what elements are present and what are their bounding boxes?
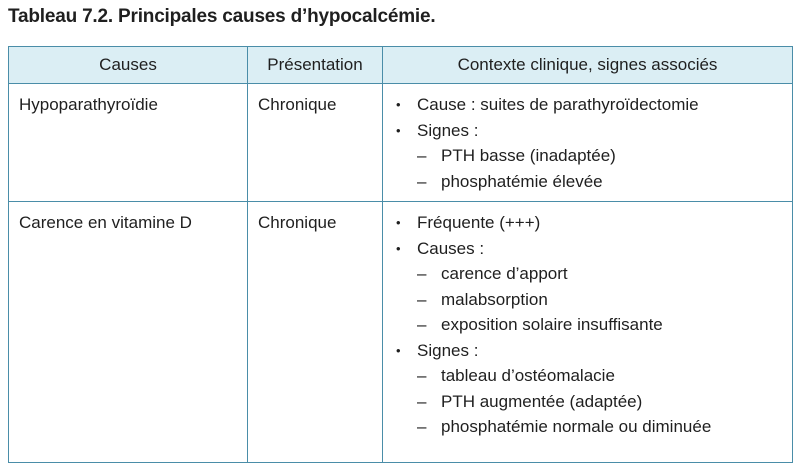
context-subitem: – phosphatémie normale ou diminuée: [417, 414, 782, 440]
context-sublist: [417, 363, 782, 440]
context-sublist: [417, 143, 782, 194]
context-item-text: Causes :: [417, 238, 485, 258]
context-item: [395, 92, 782, 118]
context-subitem: – phosphatémie élevée: [417, 169, 782, 195]
cell-cause: Hypoparathyroïdie: [9, 84, 248, 202]
context-item-text: Signes :: [417, 120, 479, 140]
table-row: [9, 202, 793, 463]
cell-context: [383, 202, 793, 463]
cell-context: [383, 84, 793, 202]
context-item-text: Fréquente (+++): [417, 213, 541, 232]
cell-cause: Carence en vitamine D: [9, 202, 248, 463]
context-subitem: – carence d’apport: [417, 261, 782, 287]
table-title: Tableau 7.2. Principales causes d’hypocalcémie.: [8, 6, 436, 27]
header-presentation: Présentation: [248, 47, 383, 84]
context-sublist: [417, 261, 782, 338]
header-causes: Causes: [9, 47, 248, 84]
context-item-text: Cause : suites de parathyroïdectomie: [417, 95, 699, 114]
context-item-text: Signes :: [417, 340, 479, 360]
context-list: [395, 210, 782, 440]
header-context: Contexte clinique, signes associés: [383, 47, 793, 84]
table-row: [9, 84, 793, 202]
context-item: [395, 118, 782, 195]
context-item: [395, 338, 782, 440]
cell-presentation: Chronique: [248, 84, 383, 202]
context-subitem: – malabsorption: [417, 287, 782, 313]
context-subitem: – PTH basse (inadaptée): [417, 143, 782, 169]
table-header-row: [9, 47, 793, 84]
context-subitem: – exposition solaire insuffisante: [417, 312, 782, 338]
context-list: [395, 92, 782, 194]
hypocalcemia-causes-table: [8, 46, 793, 463]
cell-presentation: Chronique: [248, 202, 383, 463]
context-subitem: – PTH augmentée (adaptée): [417, 389, 782, 415]
context-subitem: – tableau d’ostéomalacie: [417, 363, 782, 389]
context-item: [395, 210, 782, 236]
context-item: [395, 236, 782, 338]
